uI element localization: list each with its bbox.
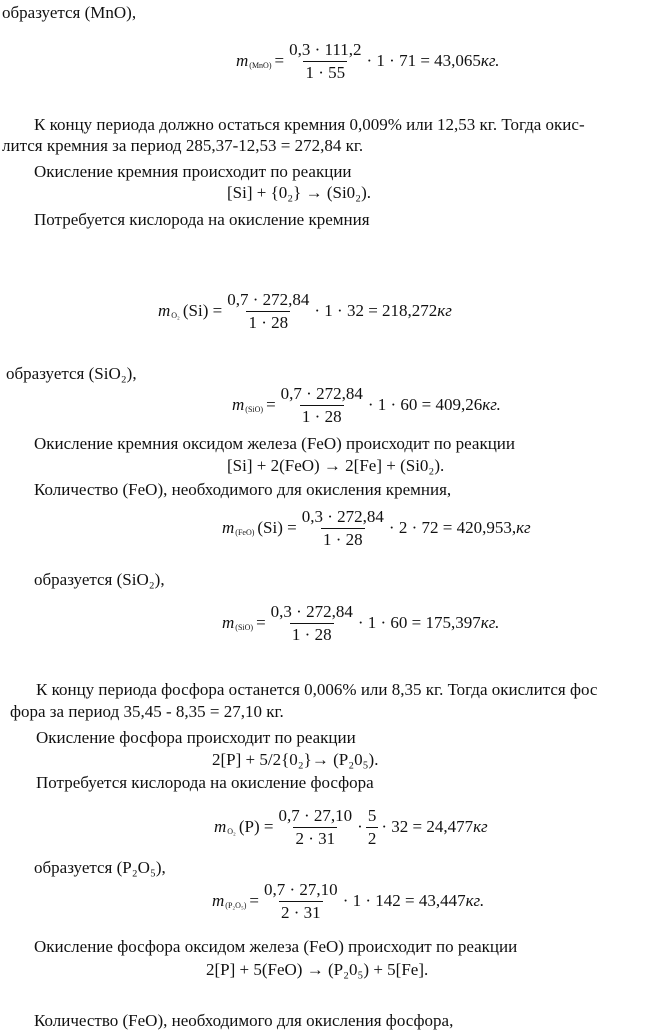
- eq-argument: (Si) =: [182, 301, 223, 321]
- eq-unit: кг: [437, 301, 452, 321]
- reaction-line: 2[P] + 5/2{0₂}→ (P₂0₅).: [212, 750, 379, 769]
- equation-sio-2: [222, 602, 499, 644]
- eq-unit: кг: [473, 817, 488, 837]
- eq-symbol: m: [212, 891, 225, 911]
- eq-result: · 1 · 60 = 175,397: [357, 613, 481, 633]
- text-line: образуется (SiO₂),: [34, 570, 165, 589]
- eq-argument: (P) =: [238, 817, 274, 837]
- eq-subscript: (SiO): [245, 405, 264, 415]
- eq-subscript: (FeO): [235, 528, 255, 538]
- text-line: Потребуется кислорода на окисление кремния: [34, 210, 370, 229]
- eq-numerator: 0,7 · 27,10: [264, 880, 338, 899]
- text-line: Количество (FeO), необходимого для окисления кремния,: [34, 480, 452, 499]
- eq-fraction: [300, 507, 386, 549]
- equation-feo-si: [222, 507, 531, 549]
- reaction-line: 2[P] + 5(FeO) → (P₂0₅) + 5[Fe].: [206, 960, 429, 979]
- eq-subscript: (MnO): [249, 61, 272, 71]
- eq-fraction-2: [366, 806, 379, 848]
- equation-o2-p: m O₂ (P) = $\frac{0,7 \cdot 27,10}{2 \cdot 31}$ · $\frac{5}{2}$ · 32 = 24,477 кг: [214, 806, 488, 848]
- eq-sign: =: [249, 891, 260, 911]
- equation-mno: [236, 40, 500, 82]
- eq-sign: =: [266, 395, 276, 415]
- eq-symbol: m: [214, 817, 227, 837]
- equation-o2-si: [158, 290, 452, 332]
- eq-numerator: 5: [367, 806, 377, 825]
- eq-sign: =: [256, 613, 266, 633]
- eq-denominator: 1 · 28: [248, 312, 289, 332]
- eq-result: · 2 · 72 = 420,953,: [388, 518, 517, 538]
- eq-numerator: 0,7 · 272,84: [280, 384, 363, 403]
- eq-numerator: 0,3 · 111,2: [289, 40, 362, 59]
- eq-subscript: (P₂O₅): [225, 901, 247, 911]
- eq-subscript: O₂: [171, 311, 180, 321]
- eq-numerator: 0,3 · 272,84: [301, 507, 384, 526]
- eq-unit: кг.: [480, 613, 500, 633]
- text-line: образуется (SiO₂),: [6, 364, 137, 383]
- eq-numerator: 0,7 · 27,10: [278, 806, 353, 825]
- text-line: Окисление кремния оксидом железа (FeO) происходит по реакции: [34, 434, 516, 453]
- eq-subscript: O₂: [227, 827, 236, 837]
- eq-symbol: m: [222, 518, 235, 538]
- reaction-line: [Si] + 2(FeO) → 2[Fe] + (Si0₂).: [227, 456, 445, 475]
- paragraph-line: К концу периода фосфора останется 0,006% или 8,35 кг. Тогда окислится фос: [36, 680, 598, 699]
- eq-numerator: 0,7 · 272,84: [227, 290, 310, 309]
- eq-denominator: 1 · 28: [301, 406, 342, 426]
- eq-unit: кг.: [465, 891, 485, 911]
- eq-symbol: m: [222, 613, 235, 633]
- eq-fraction: [269, 602, 355, 644]
- eq-result: · 1 · 71 = 43,065: [366, 51, 481, 71]
- text-line: Окисление фосфора оксидом железа (FeO) происходит по реакции: [34, 937, 518, 956]
- eq-denominator: 1 · 28: [322, 529, 363, 549]
- eq-denominator: 2 · 31: [281, 902, 321, 922]
- eq-fraction: [279, 384, 365, 426]
- eq-denominator: 2: [367, 828, 377, 848]
- eq-argument: (Si) =: [257, 518, 297, 538]
- reaction-line: [Si] + {0₂} → (Si0₂).: [227, 183, 372, 202]
- eq-subscript: (SiO): [235, 623, 254, 633]
- eq-fraction: [262, 880, 340, 922]
- text-line: Количество (FeO), необходимого для окисления фосфора,: [34, 1011, 454, 1030]
- eq-symbol: m: [236, 51, 249, 71]
- eq-denominator: 1 · 28: [291, 624, 332, 644]
- text-line: образуется (MnO),: [2, 3, 137, 22]
- text-line: Окисление фосфора происходит по реакции: [36, 728, 356, 747]
- equation-p2o5: [212, 880, 484, 922]
- eq-fraction: [225, 290, 311, 332]
- text-line: Окисление кремния происходит по реакции: [34, 162, 352, 181]
- paragraph-line: лится кремния за период 285,37-12,53 = 272,84 кг.: [2, 136, 364, 155]
- eq-fraction: [276, 806, 354, 848]
- eq-result: · 32 = 24,477: [381, 817, 474, 837]
- eq-symbol: m: [158, 301, 171, 321]
- text-line: образуется (P₂O₅),: [34, 858, 166, 877]
- eq-unit: кг.: [480, 51, 500, 71]
- eq-denominator: 1 · 55: [305, 62, 346, 82]
- eq-unit: кг: [516, 518, 531, 538]
- eq-fraction: [287, 40, 363, 82]
- paragraph-line: фора за период 35,45 - 8,35 = 27,10 кг.: [10, 702, 284, 721]
- eq-result: · 1 · 142 = 43,447: [342, 891, 466, 911]
- paragraph-line: К концу периода должно остаться кремния 0,009% или 12,53 кг. Тогда окис-: [34, 115, 585, 134]
- eq-result: · 1 · 32 = 218,272: [314, 301, 438, 321]
- eq-numerator: 0,3 · 272,84: [270, 602, 353, 621]
- text-line: Потребуется кислорода на окисление фосфора: [36, 773, 374, 792]
- equation-sio-1: [232, 384, 501, 426]
- eq-result: · 1 · 60 = 409,26: [367, 395, 483, 415]
- eq-unit: кг.: [482, 395, 501, 415]
- eq-denominator: 2 · 31: [295, 828, 336, 848]
- eq-symbol: m: [232, 395, 245, 415]
- eq-sign: =: [274, 51, 285, 71]
